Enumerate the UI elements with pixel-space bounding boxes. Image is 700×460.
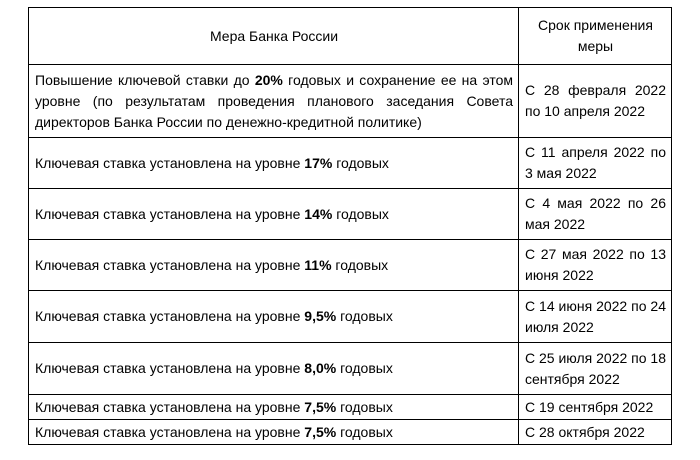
period-cell: С 19 сентября 2022: [519, 395, 672, 420]
measure-text-post: годовых: [336, 398, 393, 415]
table-row: [29, 189, 672, 240]
rate-value: 17%: [304, 154, 333, 171]
period-cell: С 4 мая 2022 по 26 мая 2022: [519, 189, 672, 240]
rate-value: 7,5%: [304, 398, 337, 415]
rate-value: 8,0%: [304, 360, 337, 376]
measure-cell: [29, 395, 519, 420]
period-cell: С 28 февраля 2022 по 10 апреля 2022: [519, 65, 672, 138]
table-row: [29, 240, 672, 291]
table-row: [29, 138, 672, 189]
table-row: [29, 420, 672, 445]
period-cell: С 14 июня 2022 по 24 июля 2022: [519, 291, 672, 343]
measure-text-pre: Ключевая ставка установлена на уровне: [35, 154, 305, 171]
measure-text-pre: Ключевая ставка установлена на уровне: [35, 256, 305, 273]
measure-text-pre: Ключевая ставка установлена на уровне: [35, 308, 305, 324]
period-cell: С 25 июля 2022 по 18 сентября 2022: [519, 343, 672, 395]
table-header-row: [29, 8, 672, 65]
rate-value: 20%: [254, 71, 283, 88]
rate-value: 9,5%: [304, 308, 337, 324]
measure-cell: [29, 189, 519, 240]
measure-text-post: годовых и сохранение ее на этом уровне (по результатам проведения планового заседания Совета директоров Банка России по денежно-кредитной политике): [35, 71, 513, 130]
measure-text-post: годовых: [336, 308, 393, 324]
measure-cell: [29, 420, 519, 445]
measure-text-post: годовых: [336, 360, 393, 376]
measure-cell: [29, 343, 519, 395]
measure-text-pre: Повышение ключевой ставки до: [35, 71, 255, 88]
measure-text-pre: Ключевая ставка установлена на уровне: [35, 205, 305, 222]
measure-text-pre: Ключевая ставка установлена на уровне: [35, 360, 305, 376]
rate-value: 14%: [304, 205, 333, 222]
measure-text-pre: Ключевая ставка установлена на уровне: [35, 398, 305, 415]
table-row: [29, 65, 672, 138]
header-measure: Мера Банка России: [29, 8, 519, 65]
measure-text-pre: Ключевая ставка установлена на уровне: [35, 423, 305, 440]
rate-value: 11%: [304, 256, 332, 273]
header-period: Срок применения меры: [519, 8, 672, 65]
measure-cell: [29, 291, 519, 343]
measure-text-post: годовых: [331, 256, 389, 273]
measure-text-post: годовых: [332, 154, 389, 171]
measure-cell: [29, 138, 519, 189]
table-row: [29, 291, 672, 343]
period-cell: С 28 октября 2022: [519, 420, 672, 445]
period-cell: С 27 мая 2022 по 13 июня 2022: [519, 240, 672, 291]
measure-cell: [29, 65, 519, 138]
measure-cell: [29, 240, 519, 291]
key-rate-table: [28, 7, 672, 445]
measure-text-post: годовых: [336, 423, 393, 440]
table-row: [29, 343, 672, 395]
table-row: [29, 395, 672, 420]
rate-value: 7,5%: [304, 423, 337, 440]
period-cell: С 11 апреля 2022 по 3 мая 2022: [519, 138, 672, 189]
measure-text-post: годовых: [332, 205, 389, 222]
